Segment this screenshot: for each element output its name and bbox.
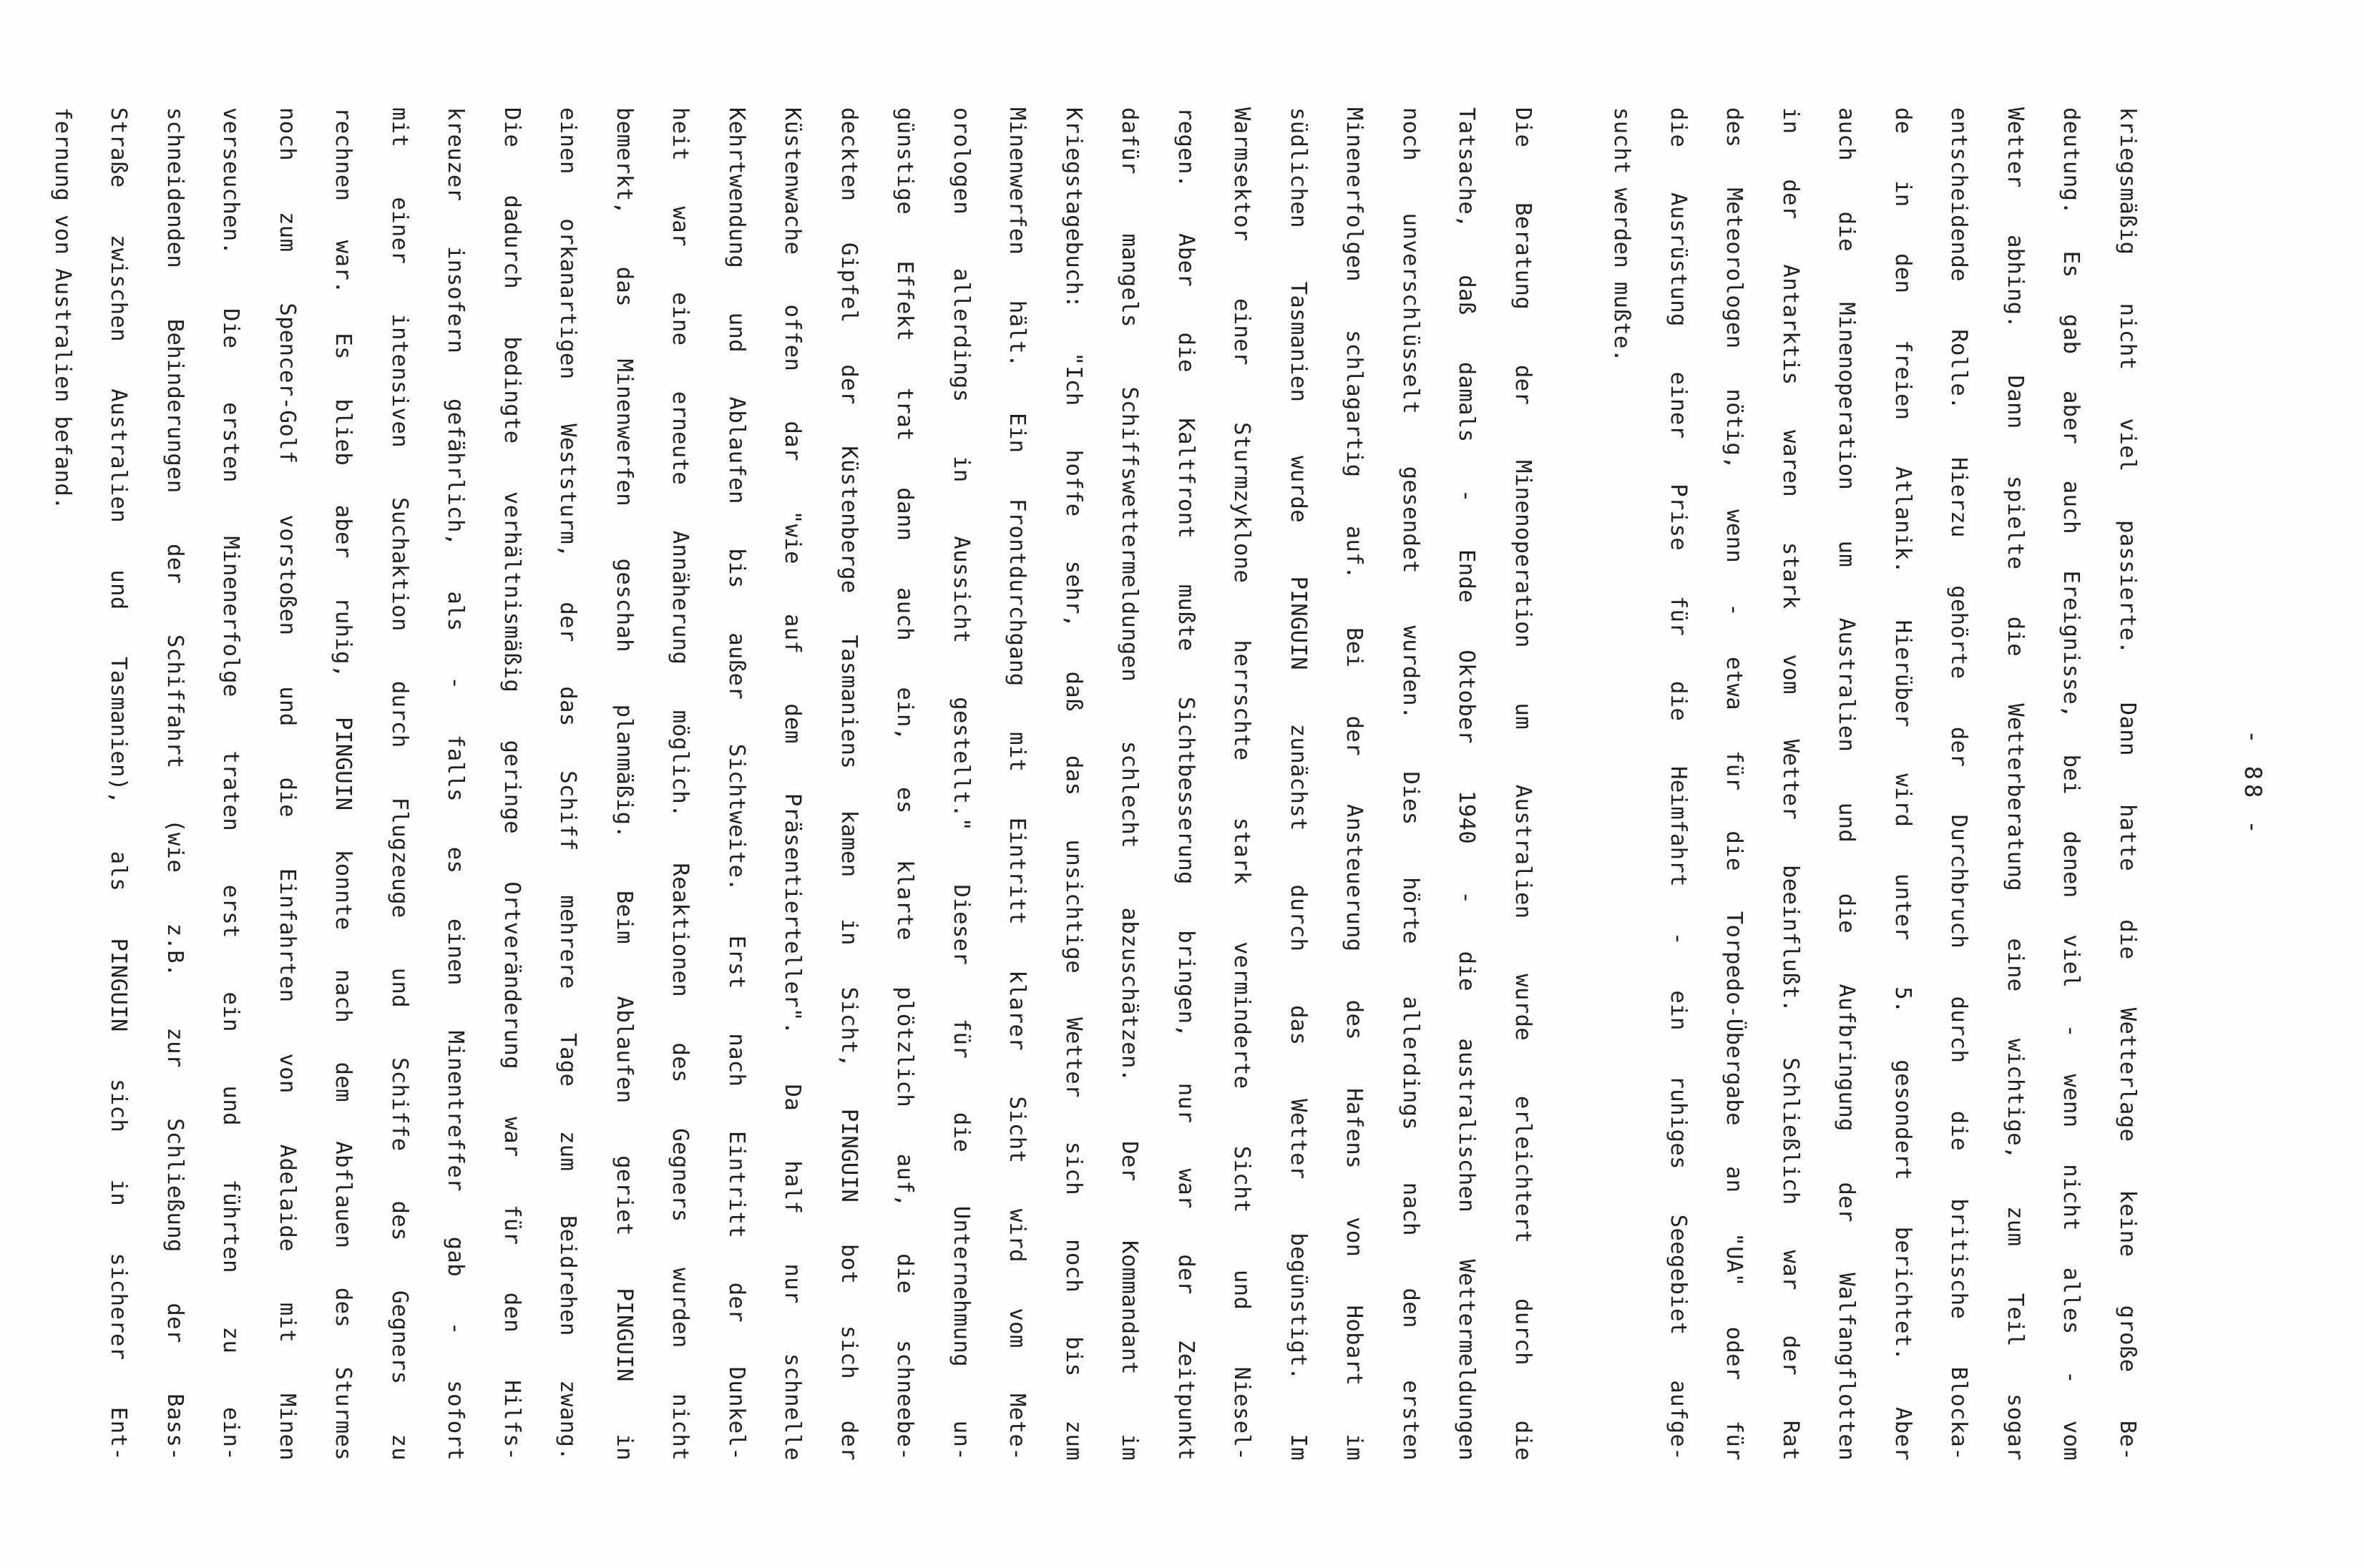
- text-line: entscheidende Rolle. Hierzu gehörte der Durchbruch durch die britische Blocka-: [1946, 107, 1972, 1461]
- paragraph: [1593, 107, 2155, 1461]
- text-line: regen. Aber die Kaltfront mußte Sichtbesserung bringen, nur war der Zeitpunkt: [1173, 107, 1198, 1461]
- text-line: Wetter abhing. Dann spielte die Wetterberatung eine wichtige, zum Teil sogar: [2003, 107, 2028, 1461]
- text-line: Kehrtwendung und Ablaufen bis außer Sichtweite. Erst nach Eintritt der Dunkel-: [724, 107, 749, 1461]
- text-line: Die dadurch bedingte verhältnismäßig geringe Ortveränderung war für den Hilfs-: [499, 107, 524, 1461]
- text-line: deckten Gipfel der Küstenberge Tasmaniens kamen in Sicht, PINGUIN bot sich der: [836, 107, 861, 1461]
- text-line: südlichen Tasmanien wurde PINGUIN zunächst durch das Wetter begünstigt. Im: [1286, 107, 1311, 1461]
- text-line: des Meteorologen nötig, wenn - etwa für die Torpedo-Übergabe an "UA" oder für: [1721, 107, 1747, 1461]
- text-line: einen orkanartigen Weststurm, der das Schiff mehrere Tage zum Beidrehen zwang.: [555, 107, 581, 1461]
- text-line: rechnen war. Es blieb aber ruhig, PINGUIN konnte nach dem Abflauen des Sturmes: [331, 107, 356, 1461]
- text-line: noch zum Spencer-Golf vorstoßen und die Einfahrten von Adelaide mit Minen: [275, 107, 300, 1461]
- text-line: Minenwerfen hält. Ein Frontdurchgang mit Eintritt klarer Sicht wird vom Mete-: [1005, 107, 1030, 1461]
- text-line: noch unverschlüsselt gesendet wurden. Dies hörte allerdings nach den ersten: [1398, 107, 1423, 1461]
- page-number: - 88 -: [2240, 730, 2267, 838]
- text-line: schneidenden Behinderungen der Schiffahrt (wie z.B. zur Schließung der Bass-: [162, 107, 187, 1461]
- text-line: deutung. Es gab aber auch Ereignisse, bei denen viel - wenn nicht alles - vom: [2058, 107, 2084, 1461]
- text-line: kriegsmäßig nicht viel passierte. Dann hatte die Wetterlage keine große Be-: [2115, 107, 2140, 1461]
- text-line: fernung von Australien befand.: [50, 107, 75, 510]
- paragraph: [34, 107, 1551, 1461]
- text-line: Küstenwache offen dar "wie auf dem Präsentierteller". Da half nur schnelle: [780, 107, 806, 1461]
- text-line: de in den freien Atlanik. Hierüber wird unter 5. gesondert berichtet. Aber: [1890, 107, 1915, 1461]
- text-line: Tatsache, daß damals - Ende Oktober 1940 - die australischen Wettermeldungen: [1454, 107, 1480, 1461]
- text-line: Straße zwischen Australien und Tasmanien), als PINGUIN sich in sicherer Ent-: [106, 107, 132, 1461]
- text-line: orologen allerdings in Aussicht gestellt." Dieser für die Unternehmung un-: [949, 107, 974, 1461]
- text-line: die Ausrüstung einer Prise für die Heimfahrt - ein ruhiges Seegebiet aufge-: [1666, 107, 1691, 1461]
- document-body: [34, 107, 2156, 1461]
- text-line: kreuzer insofern gefährlich, als - falls es einen Minentreffer gab - sofort: [443, 107, 469, 1461]
- paragraph-gap: [1550, 107, 1593, 1461]
- text-line: Minenerfolgen schlagartig auf. Bei der Ansteuerung des Hafens von Hobart im: [1342, 107, 1367, 1461]
- text-line: Die Beratung der Minenoperation um Australien wurde erleichtert durch die: [1510, 107, 1535, 1461]
- text-line: in der Antarktis waren stark vom Wetter beeinflußt. Schließlich war der Rat: [1778, 107, 1803, 1461]
- text-line: auch die Minenoperation um Australien und die Aufbringung der Walfangflotten: [1834, 107, 1860, 1461]
- text-line: mit einer intensiven Suchaktion durch Flugzeuge und Schiffe des Gegners zu: [387, 107, 412, 1461]
- text-line: Warmsektor einer Sturmzyklone herrschte stark verminderte Sicht und Niesel-: [1229, 107, 1255, 1461]
- text-line: Kriegstagebuch: "Ich hoffe sehr, daß das unsichtige Wetter sich noch bis zum: [1061, 107, 1086, 1461]
- text-line: bemerkt, das Minenwerfen geschah planmäßig. Beim Ablaufen geriet PINGUIN in: [612, 107, 637, 1461]
- text-line: heit war eine erneute Annäherung möglich. Reaktionen des Gegners wurden nicht: [668, 107, 693, 1461]
- text-line: günstige Effekt trat dann auch ein, es klarte plötzlich auf, die schneebe-: [892, 107, 918, 1461]
- text-line: verseuchen. Die ersten Minenerfolge traten erst ein und führten zu ein-: [218, 107, 244, 1461]
- text-line: sucht werden mußte.: [1609, 107, 1635, 363]
- text-line: dafür mangels Schiffswettermeldungen schlecht abzuschätzen. Der Kommandant im: [1117, 107, 1143, 1461]
